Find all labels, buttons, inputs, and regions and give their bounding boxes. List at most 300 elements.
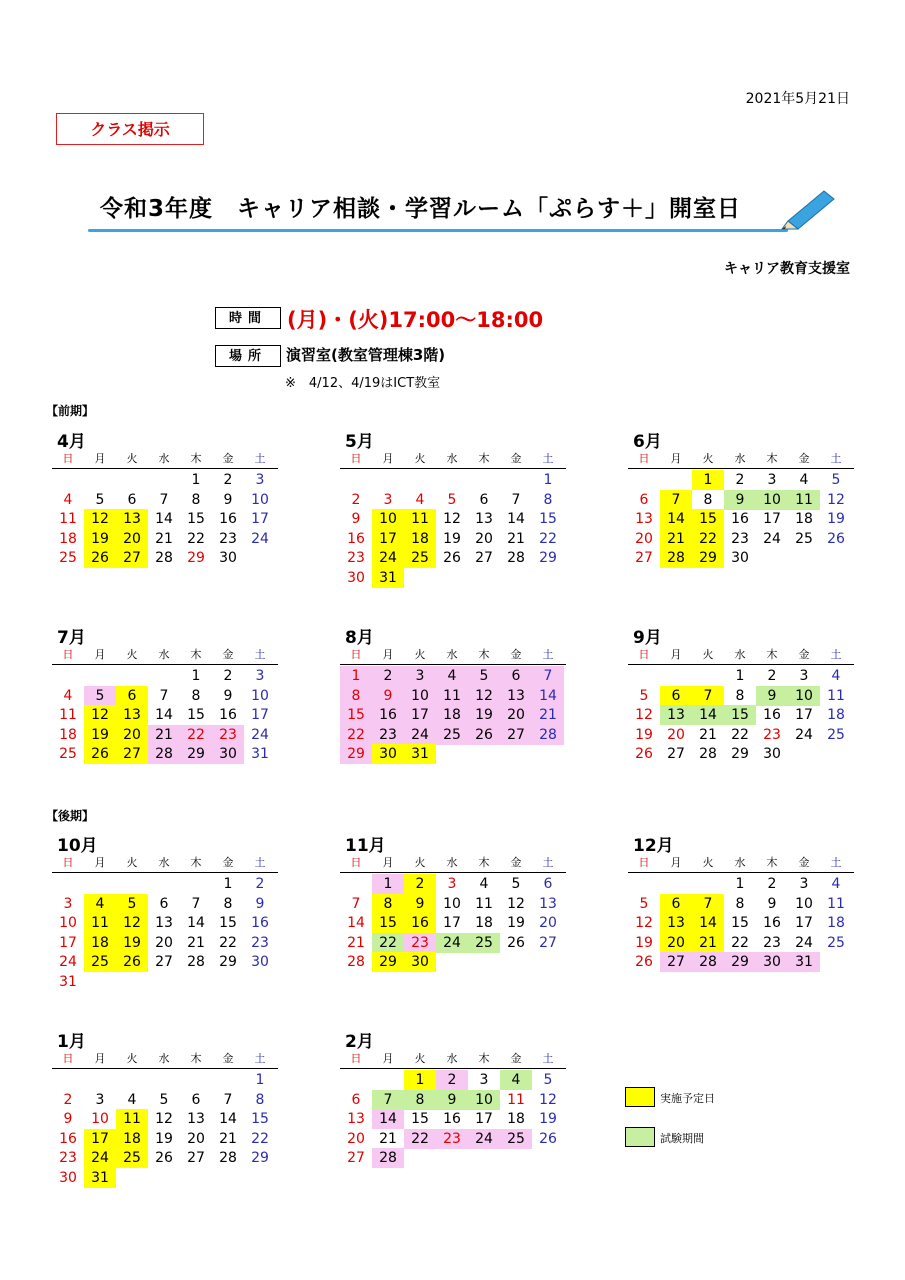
calendar-day: 25 — [468, 933, 500, 953]
calendar-day: 18 — [475, 915, 493, 931]
weekday-label: 土 — [254, 452, 266, 465]
weekday-header — [628, 854, 854, 873]
calendar-day: 31 — [84, 1168, 116, 1188]
place-note: ※ 4/12、4/19はICT教室 — [285, 376, 441, 391]
calendar-day: 21 — [660, 529, 692, 549]
calendar-day: 10 — [372, 509, 404, 529]
calendar-day: 9 — [404, 894, 436, 914]
calendar-day: 11 — [84, 913, 116, 933]
calendar-day: 5 — [511, 876, 521, 892]
calendar-day: 5 — [468, 666, 500, 686]
calendar-day: 15 — [251, 1111, 269, 1127]
calendar-day: 19 — [635, 934, 653, 951]
calendar-day: 3 — [255, 472, 265, 488]
calendar-day: 8 — [191, 687, 201, 704]
weekday-label: 土 — [542, 856, 554, 869]
weekday-label: 水 — [158, 856, 170, 869]
weekday-label: 日 — [62, 856, 74, 869]
calendar-day: 2 — [767, 876, 777, 892]
calendar-day: 25 — [795, 530, 813, 547]
calendar-day: 19 — [635, 726, 653, 743]
weekday-label: 金 — [222, 1052, 234, 1065]
calendar-day: 1 — [735, 876, 745, 892]
calendar-day: 23 — [347, 550, 365, 566]
weekday-label: 金 — [798, 648, 810, 661]
calendar-day: 8 — [372, 894, 404, 914]
calendar-day: 30 — [219, 550, 237, 566]
calendar-day: 8 — [223, 895, 233, 912]
weekday-label: 日 — [62, 648, 74, 661]
calendar-day: 1 — [692, 470, 724, 490]
calendar-day: 18 — [59, 530, 77, 547]
pencil-icon — [780, 185, 840, 230]
weekday-label: 土 — [254, 1052, 266, 1065]
calendar-day: 15 — [411, 1111, 429, 1127]
calendar-day: 6 — [351, 1091, 361, 1108]
weekday-label: 水 — [158, 452, 170, 465]
calendar-day: 2 — [223, 472, 233, 488]
calendar-day: 14 — [660, 509, 692, 529]
calendar-day: 11 — [59, 707, 77, 723]
calendar-day: 30 — [731, 550, 749, 566]
calendar-day: 28 — [155, 550, 173, 566]
calendar-day: 15 — [539, 511, 557, 527]
calendar-day: 26 — [443, 550, 461, 566]
calendar-day: 9 — [756, 686, 788, 706]
calendar-day: 12 — [84, 705, 116, 725]
calendar-day: 17 — [372, 529, 404, 549]
calendar-day: 8 — [404, 1090, 436, 1110]
weekday-label: 月 — [382, 856, 394, 869]
calendar-day: 20 — [539, 915, 557, 931]
calendar-day: 4 — [415, 491, 425, 508]
calendar-day: 23 — [212, 725, 244, 745]
calendar-day: 11 — [116, 1109, 148, 1129]
calendar-day: 27 — [667, 746, 685, 762]
calendar-day: 13 — [155, 915, 173, 931]
calendar-day: 10 — [756, 490, 788, 510]
calendar-day: 11 — [59, 511, 77, 527]
weekday-label: 日 — [638, 648, 650, 661]
calendar-day: 13 — [539, 895, 557, 912]
calendar-day: 14 — [347, 915, 365, 931]
calendar-day: 9 — [63, 1111, 73, 1127]
calendar-day: 5 — [116, 894, 148, 914]
calendar-day: 29 — [731, 746, 749, 762]
calendar-day: 14 — [187, 915, 205, 931]
calendar-day: 7 — [692, 686, 724, 706]
calendar-day: 26 — [827, 530, 845, 547]
calendar-day: 12 — [507, 895, 525, 912]
calendar-day: 24 — [84, 1148, 116, 1168]
calendar-day: 4 — [500, 1070, 532, 1090]
calendar-day: 12 — [635, 707, 653, 723]
weekday-label: 火 — [702, 452, 714, 465]
calendar-day: 3 — [799, 668, 809, 684]
calendar-day: 4 — [63, 491, 73, 508]
calendar-day: 27 — [187, 1150, 205, 1166]
page-title: 令和3年度 キャリア相談・学習ルーム「ぷらす＋」開室日 — [100, 196, 742, 222]
calendar-day: 20 — [660, 933, 692, 953]
weekday-label: 木 — [478, 1052, 490, 1065]
calendar-day: 24 — [372, 548, 404, 568]
calendar-day: 28 — [507, 550, 525, 566]
month-title: 4月 — [57, 432, 86, 452]
weekday-label: 火 — [126, 1052, 138, 1065]
weekday-label: 木 — [766, 856, 778, 869]
calendar-day: 3 — [447, 876, 457, 892]
calendar-day: 23 — [59, 1150, 77, 1166]
calendar-day: 27 — [155, 954, 173, 970]
calendar-day: 11 — [404, 509, 436, 529]
calendar-day: 19 — [539, 1111, 557, 1127]
weekday-label: 月 — [670, 648, 682, 661]
calendar-day: 17 — [84, 1129, 116, 1149]
calendar-day: 3 — [404, 666, 436, 686]
calendar-day: 7 — [372, 1090, 404, 1110]
calendar-day: 25 — [84, 952, 116, 972]
calendar-day: 14 — [372, 1109, 404, 1129]
calendar-day: 18 — [404, 529, 436, 549]
calendar-day: 16 — [219, 511, 237, 527]
weekday-header — [628, 646, 854, 665]
calendar-day: 27 — [347, 1150, 365, 1166]
calendar-day: 6 — [639, 491, 649, 508]
calendar-day: 2 — [223, 668, 233, 684]
calendar-day: 2 — [404, 874, 436, 894]
calendar-day: 22 — [404, 1129, 436, 1149]
weekday-label: 土 — [542, 452, 554, 465]
calendar-day: 24 — [251, 530, 269, 547]
calendar-day: 22 — [372, 933, 404, 953]
calendar-day: 11 — [436, 686, 468, 706]
weekday-label: 水 — [734, 452, 746, 465]
calendar-day: 10 — [443, 895, 461, 912]
weekday-label: 木 — [478, 856, 490, 869]
place-label: 場所 — [215, 345, 281, 367]
calendar-day: 30 — [59, 1169, 77, 1186]
calendar-day: 29 — [692, 548, 724, 568]
calendar-day: 28 — [660, 548, 692, 568]
calendar-day: 27 — [116, 548, 148, 568]
calendar-day: 22 — [251, 1130, 269, 1147]
calendar-day: 19 — [443, 530, 461, 547]
weekday-label: 木 — [190, 648, 202, 661]
weekday-label: 火 — [702, 856, 714, 869]
calendar-day: 16 — [731, 511, 749, 527]
calendar-day: 15 — [219, 915, 237, 931]
calendar-day: 29 — [187, 550, 205, 566]
calendar-day: 14 — [692, 913, 724, 933]
calendar-day: 5 — [95, 491, 105, 508]
calendar-day: 29 — [180, 744, 212, 764]
calendar-day: 4 — [799, 472, 809, 488]
calendar-day: 29 — [372, 952, 404, 972]
weekday-label: 水 — [158, 648, 170, 661]
legend-swatch-scheduled — [625, 1087, 655, 1107]
calendar-day: 27 — [475, 550, 493, 566]
calendar-day: 19 — [468, 705, 500, 725]
weekday-label: 月 — [382, 648, 394, 661]
weekday-header — [628, 450, 854, 469]
calendar-day: 22 — [731, 934, 749, 951]
month-title: 6月 — [633, 432, 662, 452]
calendar-day: 3 — [767, 472, 777, 488]
calendar-day: 3 — [799, 876, 809, 892]
calendar-day: 13 — [660, 913, 692, 933]
calendar-day: 12 — [468, 686, 500, 706]
calendar-day: 13 — [475, 511, 493, 527]
calendar-day: 28 — [699, 746, 717, 762]
month-title: 7月 — [57, 628, 86, 648]
calendar-day: 14 — [507, 511, 525, 527]
calendar-day: 17 — [443, 915, 461, 931]
weekday-label: 水 — [446, 648, 458, 661]
calendar-day: 21 — [379, 1130, 397, 1147]
calendar-day: 17 — [475, 1111, 493, 1127]
weekday-label: 日 — [62, 452, 74, 465]
calendar-day: 7 — [511, 491, 521, 508]
calendar-day: 14 — [155, 511, 173, 527]
weekday-label: 日 — [350, 1052, 362, 1065]
time-label: 時間 — [215, 307, 281, 329]
calendar-day: 19 — [84, 725, 116, 745]
calendar-day: 25 — [59, 746, 77, 762]
calendar-day: 7 — [191, 895, 201, 912]
calendar-day: 6 — [500, 666, 532, 686]
weekday-label: 月 — [670, 452, 682, 465]
calendar-day: 21 — [187, 934, 205, 951]
calendar-day: 25 — [827, 934, 845, 951]
calendar-day: 6 — [660, 894, 692, 914]
calendar-day: 11 — [788, 490, 820, 510]
calendar-day: 22 — [187, 530, 205, 547]
calendar-day: 29 — [539, 550, 557, 566]
weekday-label: 土 — [542, 1052, 554, 1065]
calendar-day: 12 — [443, 511, 461, 527]
calendar-day: 6 — [127, 491, 137, 508]
calendar-day: 19 — [116, 933, 148, 953]
calendar-day: 31 — [251, 746, 269, 762]
weekday-label: 火 — [126, 648, 138, 661]
calendar-day: 8 — [191, 491, 201, 508]
calendar-day: 28 — [148, 744, 180, 764]
weekday-header — [52, 450, 278, 469]
weekday-label: 火 — [414, 1052, 426, 1065]
calendar-day: 17 — [795, 915, 813, 931]
calendar-day: 22 — [692, 529, 724, 549]
calendar-day: 28 — [532, 725, 564, 745]
month-title: 1月 — [57, 1032, 86, 1052]
calendar-day: 2 — [767, 668, 777, 684]
calendar-day: 13 — [500, 686, 532, 706]
office-name: キャリア教育支援室 — [724, 261, 850, 277]
calendar-day: 3 — [255, 668, 265, 684]
calendar-day: 20 — [667, 726, 685, 743]
weekday-label: 水 — [734, 856, 746, 869]
calendar-day: 30 — [763, 746, 781, 762]
calendar-day: 28 — [187, 954, 205, 970]
calendar-day: 13 — [116, 705, 148, 725]
calendar-day: 16 — [251, 915, 269, 931]
calendar-day: 7 — [159, 687, 169, 704]
calendar-day: 20 — [475, 530, 493, 547]
legend-label-scheduled: 実施予定日 — [660, 1092, 715, 1105]
calendar-day: 26 — [155, 1150, 173, 1166]
weekday-label: 土 — [830, 856, 842, 869]
calendar-day: 18 — [84, 933, 116, 953]
calendar-day: 27 — [539, 934, 557, 951]
calendar-day: 18 — [827, 707, 845, 723]
calendar-day: 2 — [63, 1091, 73, 1108]
calendar-day: 16 — [372, 705, 404, 725]
weekday-label: 金 — [510, 1052, 522, 1065]
calendar-day: 8 — [340, 686, 372, 706]
calendar-day: 10 — [59, 915, 77, 931]
calendar-day: 1 — [340, 666, 372, 686]
calendar-day: 29 — [219, 954, 237, 970]
legend-swatch-exam — [625, 1127, 655, 1147]
calendar-day: 27 — [116, 744, 148, 764]
calendar-day: 26 — [84, 548, 116, 568]
weekday-label: 月 — [94, 1052, 106, 1065]
weekday-label: 月 — [94, 452, 106, 465]
weekday-label: 金 — [510, 856, 522, 869]
calendar-day: 13 — [116, 509, 148, 529]
calendar-day: 18 — [795, 511, 813, 527]
weekday-label: 火 — [414, 452, 426, 465]
calendar-day: 29 — [724, 952, 756, 972]
calendar-day: 6 — [191, 1091, 201, 1108]
calendar-day: 12 — [539, 1091, 557, 1108]
calendar-day: 18 — [507, 1111, 525, 1127]
calendar-day: 5 — [84, 686, 116, 706]
calendar-day: 9 — [223, 491, 233, 508]
calendar-day: 31 — [372, 568, 404, 588]
calendar-day: 15 — [692, 509, 724, 529]
weekday-label: 日 — [350, 452, 362, 465]
calendar-day: 21 — [219, 1130, 237, 1147]
calendar-day: 10 — [788, 686, 820, 706]
calendar-day: 8 — [735, 687, 745, 704]
calendar-day: 10 — [91, 1111, 109, 1127]
calendar-day: 23 — [219, 530, 237, 547]
month-title: 2月 — [345, 1032, 374, 1052]
weekday-label: 火 — [414, 648, 426, 661]
calendar-day: 24 — [59, 954, 77, 970]
calendar-day: 14 — [219, 1111, 237, 1127]
weekday-header — [340, 450, 566, 469]
calendar-day: 31 — [59, 973, 77, 990]
month-title: 8月 — [345, 628, 374, 648]
calendar-day: 21 — [692, 933, 724, 953]
calendar-day: 10 — [468, 1090, 500, 1110]
weekday-label: 木 — [190, 452, 202, 465]
calendar-day: 6 — [159, 895, 169, 912]
calendar-day: 18 — [59, 726, 77, 743]
calendar-day: 6 — [660, 686, 692, 706]
weekday-label: 日 — [638, 856, 650, 869]
calendar-day: 4 — [127, 1091, 137, 1108]
weekday-label: 金 — [798, 452, 810, 465]
calendar-day: 23 — [436, 1129, 468, 1149]
calendar-day: 30 — [347, 569, 365, 586]
weekday-header — [52, 646, 278, 665]
calendar-day: 11 — [827, 687, 845, 704]
class-notice-badge: クラス掲示 — [56, 113, 204, 145]
calendar-day: 2 — [436, 1070, 468, 1090]
calendar-day: 25 — [404, 548, 436, 568]
calendar-day: 28 — [692, 952, 724, 972]
calendar-day: 4 — [831, 876, 841, 892]
calendar-day: 1 — [191, 668, 201, 684]
calendar-day: 27 — [660, 952, 692, 972]
calendar-day: 28 — [347, 954, 365, 970]
weekday-label: 日 — [62, 1052, 74, 1065]
calendar-day: 9 — [351, 511, 361, 527]
calendar-day: 10 — [251, 491, 269, 508]
calendar-day: 12 — [635, 915, 653, 931]
calendar-day: 13 — [660, 705, 692, 725]
calendar-day: 25 — [827, 726, 845, 743]
calendar-day: 9 — [255, 895, 265, 912]
calendar-day: 26 — [539, 1130, 557, 1147]
weekday-label: 水 — [446, 1052, 458, 1065]
calendar-day: 18 — [827, 915, 845, 931]
calendar-day: 5 — [543, 1072, 553, 1088]
calendar-day: 4 — [84, 894, 116, 914]
calendar-day: 7 — [532, 666, 564, 686]
weekday-label: 木 — [478, 648, 490, 661]
calendar-day: 25 — [436, 725, 468, 745]
calendar-day: 27 — [635, 550, 653, 566]
calendar-day: 6 — [479, 491, 489, 508]
time-value: (月)・(火)17:00～18:00 — [287, 308, 544, 332]
calendar-day: 14 — [532, 686, 564, 706]
month-title: 10月 — [57, 836, 98, 856]
weekday-label: 土 — [830, 452, 842, 465]
calendar-day: 8 — [255, 1091, 265, 1108]
calendar-day: 14 — [155, 707, 173, 723]
calendar-day: 3 — [95, 1091, 105, 1108]
calendar-day: 17 — [404, 705, 436, 725]
calendar-day: 15 — [187, 707, 205, 723]
calendar-day: 26 — [468, 725, 500, 745]
weekday-label: 月 — [382, 1052, 394, 1065]
weekday-label: 木 — [766, 648, 778, 661]
calendar-day: 26 — [84, 744, 116, 764]
calendar-day: 7 — [692, 894, 724, 914]
calendar-day: 14 — [692, 705, 724, 725]
weekday-label: 金 — [222, 856, 234, 869]
calendar-day: 25 — [59, 550, 77, 566]
calendar-day: 21 — [507, 530, 525, 547]
calendar-day: 30 — [372, 744, 404, 764]
calendar-day: 2 — [372, 666, 404, 686]
weekday-label: 火 — [126, 856, 138, 869]
calendar-day: 9 — [767, 895, 777, 912]
calendar-day: 2 — [255, 876, 265, 892]
calendar-day: 15 — [372, 913, 404, 933]
month-title: 11月 — [345, 836, 386, 856]
calendar-day: 21 — [148, 725, 180, 745]
calendar-day: 1 — [735, 668, 745, 684]
legend-label-exam: 試験期間 — [660, 1132, 704, 1145]
calendar-day: 22 — [731, 726, 749, 743]
calendar-day: 7 — [351, 895, 361, 912]
calendar-day: 17 — [59, 934, 77, 951]
calendar-day: 23 — [404, 933, 436, 953]
